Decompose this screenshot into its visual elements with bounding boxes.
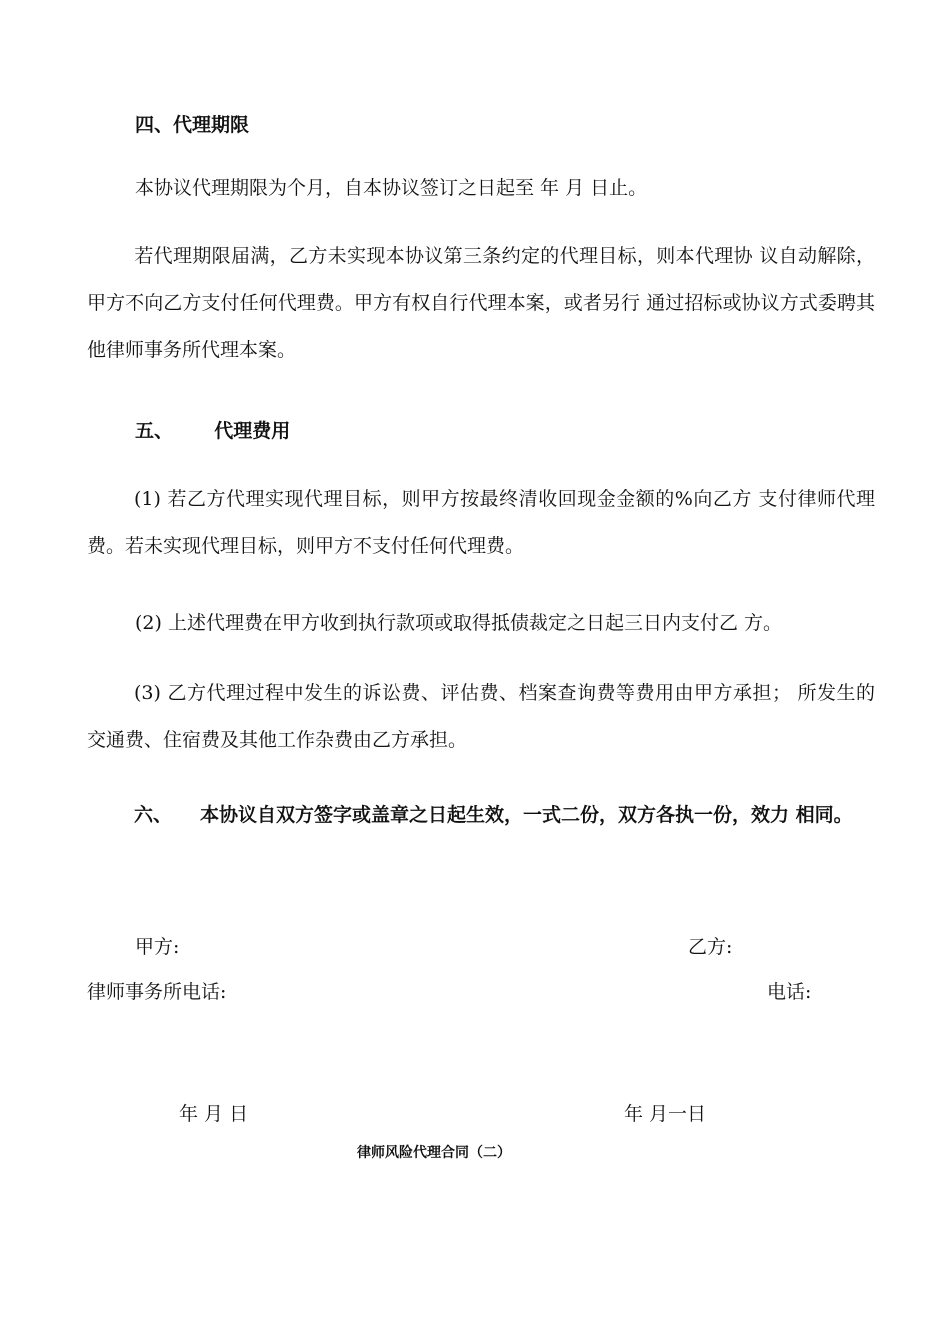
section-4-paragraph-2-text: 若代理期限届满，乙方未实现本协议第三条约定的代理目标，则本代理协 议自动解除，甲方不向乙方支付任何代理费。甲方有权自行代理本案，或者另行 通过招标或协议方式委聘其他律师事务所代理本案。 [87,245,875,361]
section-6-number: 六、 [134,804,173,826]
section-6 [87,792,875,839]
date-left: 年 月 日 [179,1103,249,1125]
section-5-item-1-text: (1) 若乙方代理实现代理目标，则甲方按最终清收回现金金额的%向乙方 支付律师代理费。若未实现代理目标，则甲方不支付任何代理费。 [87,488,875,557]
date-right: 年 月一日 [624,1103,707,1125]
section-5-item-1 [87,476,875,570]
section-4-paragraph-2 [87,233,875,374]
section-5-title: 代理费用 [214,420,291,442]
party-a-label: 甲方: [135,936,180,958]
section-5-item-3 [87,670,875,764]
section-5-item-3-text: (3) 乙方代理过程中发生的诉讼费、评估费、档案查询费等费用由甲方承担； 所发生的交通费、住宿费及其他工作杂费由乙方承担。 [87,682,875,751]
section-5-number: 五、 [135,420,174,442]
section-4-heading: 四、代理期限 [135,114,250,136]
phone-label: 电话: [767,981,812,1003]
section-4-paragraph-1: 本协议代理期限为个月，自本协议签订之日起至 年 月 日止。 [135,177,648,199]
firm-phone-label: 律师事务所电话: [87,981,227,1003]
party-b-label: 乙方: [688,936,733,958]
section-5-item-2: (2) 上述代理费在甲方收到执行款项或取得抵债裁定之日起三日内支付乙 方。 [135,612,782,634]
next-document-title: 律师风险代理合同（二） [357,1145,511,1161]
section-5-heading [135,416,290,443]
section-6-text: 本协议自双方签字或盖章之日起生效，一式二份，双方各执一份，效力 相同。 [200,804,853,826]
